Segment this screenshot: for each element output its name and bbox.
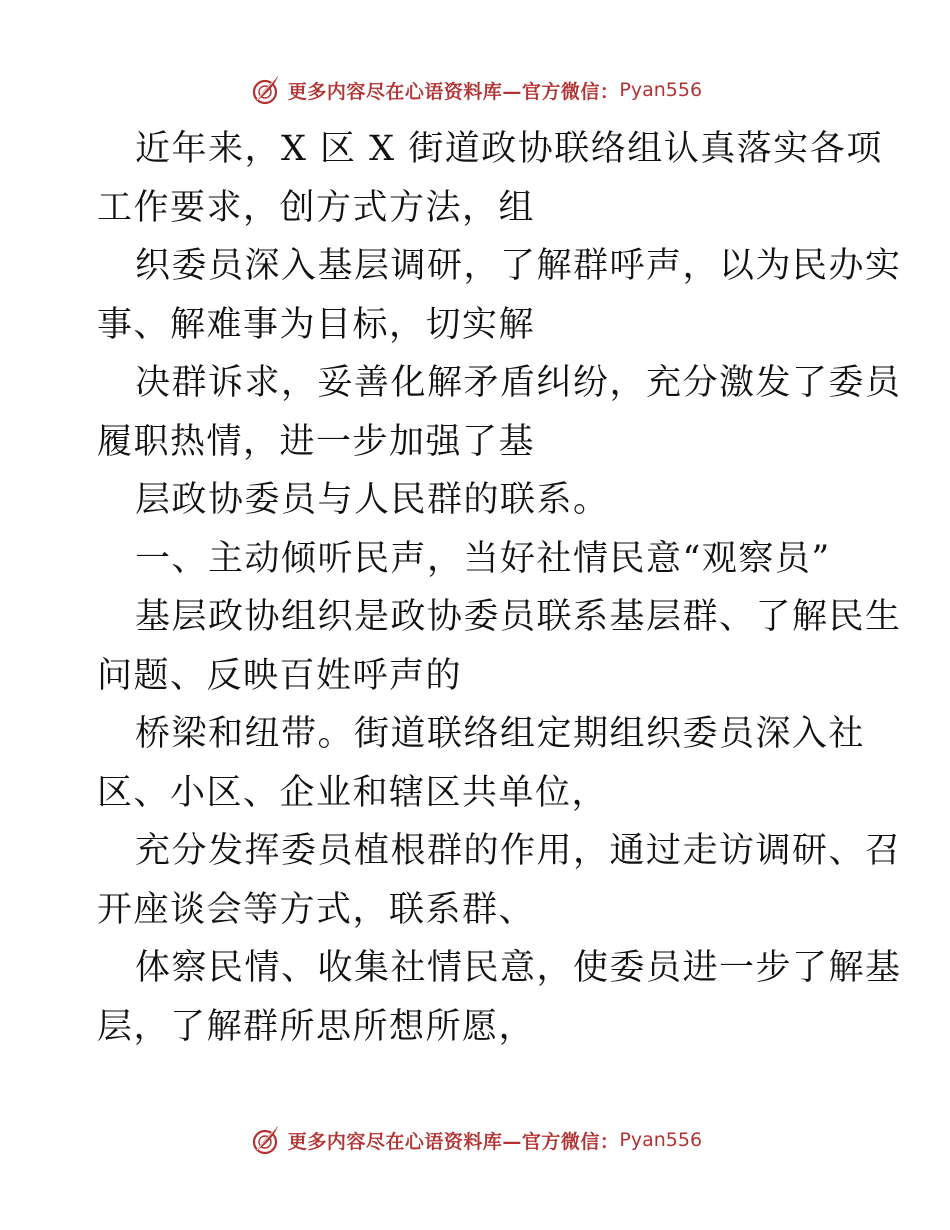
watermark-footer <box>0 1118 950 1162</box>
text-line: 区、小区、企业和辖区共单位， <box>97 772 609 813</box>
text-line: 体察民情、收集社情民意，使委员进一步了解基 <box>135 948 902 988</box>
watermark-text: 更多内容尽在心语资料库—官方微信： <box>287 1130 620 1153</box>
text-line: 工作要求，创方式方法，组 <box>97 187 536 228</box>
text-line: 一、主动倾听民声，当好社情民意“观察员” <box>135 538 831 579</box>
text-line: 履职热情，进一步加强了基 <box>97 421 536 462</box>
text-line: 层政协委员与人民群的联系。 <box>135 480 610 520</box>
text-line: 问题、反映百姓呼声的 <box>97 655 463 696</box>
watermark-wechat-id: Pyan556 <box>619 1129 703 1151</box>
text-line: 桥梁和纽带。街道联络组定期组织委员深入社 <box>135 714 866 754</box>
feather-pen-logo-icon <box>248 1123 282 1157</box>
watermark-header <box>0 68 950 112</box>
feather-pen-logo-icon <box>248 73 282 107</box>
text-line: 决群诉求，妥善化解矛盾纠纷，充分激发了委员 <box>135 363 902 403</box>
text-line: 层，了解群所思所想所愿， <box>97 1006 536 1047</box>
document-body <box>97 120 902 1056</box>
text-line: 近年来，X 区 X 街道政协联络组认真落实各项 <box>135 129 883 169</box>
text-line: 织委员深入基层调研，了解群呼声，以为民办实 <box>135 246 902 286</box>
text-line: 事、解难事为目标，切实解 <box>97 304 536 345</box>
watermark-wechat-id: Pyan556 <box>619 79 703 101</box>
watermark-text: 更多内容尽在心语资料库—官方微信： <box>287 80 620 103</box>
text-line: 开座谈会等方式，联系群、 <box>97 889 536 930</box>
text-line: 充分发挥委员植根群的作用，通过走访调研、召 <box>135 831 902 871</box>
text-line: 基层政协组织是政协委员联系基层群、了解民生 <box>135 597 902 637</box>
